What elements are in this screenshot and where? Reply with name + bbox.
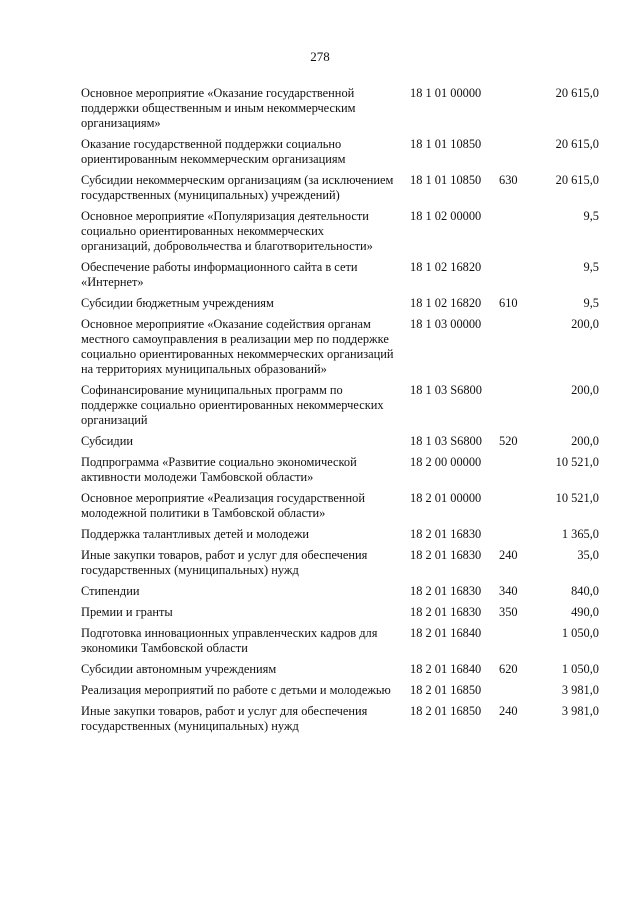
row-code: 18 1 03 S6800 bbox=[410, 383, 482, 397]
row-amount: 3 981,0 bbox=[561, 704, 599, 718]
row-code: 18 1 03 00000 bbox=[410, 317, 482, 331]
table-row bbox=[0, 434, 640, 449]
row-name: Субсидии бюджетным учреждениям bbox=[81, 296, 274, 310]
row-amount: 200,0 bbox=[571, 383, 599, 397]
row-kvr: 240 bbox=[499, 548, 518, 562]
row-name: Обеспечение работы информационного сайта в сети «Интернет» bbox=[81, 260, 358, 289]
row-code: 18 2 00 00000 bbox=[410, 455, 482, 469]
table-row bbox=[0, 455, 640, 485]
row-code: 18 2 01 16830 bbox=[410, 605, 482, 619]
row-name: Подготовка инновационных управленческих кадров для экономики Тамбовской области bbox=[81, 626, 378, 655]
row-code: 18 1 01 10850 bbox=[410, 137, 482, 151]
row-code: 18 2 01 16840 bbox=[410, 662, 482, 676]
row-kvr: 630 bbox=[499, 173, 518, 187]
row-code: 18 2 01 16840 bbox=[410, 626, 482, 640]
row-amount: 3 981,0 bbox=[561, 683, 599, 697]
row-name: Субсидии автономным учреждениям bbox=[81, 662, 277, 676]
row-code: 18 2 01 16850 bbox=[410, 704, 482, 718]
row-amount: 1 050,0 bbox=[561, 662, 599, 676]
table-row bbox=[0, 683, 640, 698]
row-name: Премии и гранты bbox=[81, 605, 173, 619]
table-row bbox=[0, 662, 640, 677]
row-amount: 200,0 bbox=[571, 434, 599, 448]
row-amount: 10 521,0 bbox=[555, 455, 599, 469]
row-amount: 9,5 bbox=[583, 296, 599, 310]
row-amount: 1 050,0 bbox=[561, 626, 599, 640]
row-amount: 1 365,0 bbox=[561, 527, 599, 541]
row-code: 18 2 01 16830 bbox=[410, 548, 482, 562]
row-name: Основное мероприятие «Оказание государственной поддержки общественным и иным некоммерческим организациям» bbox=[81, 86, 356, 130]
row-amount: 10 521,0 bbox=[555, 491, 599, 505]
table-row bbox=[0, 209, 640, 254]
row-amount: 20 615,0 bbox=[555, 173, 599, 187]
row-amount: 20 615,0 bbox=[555, 137, 599, 151]
budget-table bbox=[0, 86, 640, 740]
row-amount: 9,5 bbox=[583, 260, 599, 274]
row-code: 18 1 02 16820 bbox=[410, 296, 482, 310]
row-code: 18 1 02 00000 bbox=[410, 209, 482, 223]
row-amount: 9,5 bbox=[583, 209, 599, 223]
row-name: Поддержка талантливых детей и молодежи bbox=[81, 527, 310, 541]
row-kvr: 620 bbox=[499, 662, 518, 676]
row-name: Основное мероприятие «Популяризация деятельности социально ориентированных некоммерческих организаций, добровольчества и благотворительности» bbox=[81, 209, 373, 253]
table-row bbox=[0, 296, 640, 311]
row-kvr: 520 bbox=[499, 434, 518, 448]
table-row bbox=[0, 383, 640, 428]
row-name: Основное мероприятие «Реализация государственной молодежной политики в Тамбовской области» bbox=[81, 491, 365, 520]
row-name: Иные закупки товаров, работ и услуг для обеспечения государственных (муниципальных) нужд bbox=[81, 704, 368, 733]
row-name: Иные закупки товаров, работ и услуг для обеспечения государственных (муниципальных) нужд bbox=[81, 548, 368, 577]
table-row bbox=[0, 260, 640, 290]
row-amount: 490,0 bbox=[571, 605, 599, 619]
table-row bbox=[0, 317, 640, 377]
row-name: Подпрограмма «Развитие социально экономической активности молодежи Тамбовской области» bbox=[81, 455, 357, 484]
row-name: Реализация мероприятий по работе с детьми и молодежью bbox=[81, 683, 391, 697]
table-row bbox=[0, 548, 640, 578]
row-kvr: 340 bbox=[499, 584, 518, 598]
row-name: Субсидии некоммерческим организациям (за исключением государственных (муниципальных) учреждений) bbox=[81, 173, 394, 202]
row-amount: 840,0 bbox=[571, 584, 599, 598]
row-code: 18 2 01 00000 bbox=[410, 491, 482, 505]
page-number: 278 bbox=[310, 49, 330, 64]
row-name: Оказание государственной поддержки социально ориентированным некоммерческим организациям bbox=[81, 137, 346, 166]
table-row bbox=[0, 86, 640, 131]
row-amount: 20 615,0 bbox=[555, 86, 599, 100]
row-code: 18 1 01 10850 bbox=[410, 173, 482, 187]
row-code: 18 1 02 16820 bbox=[410, 260, 482, 274]
table-row bbox=[0, 137, 640, 167]
table-row bbox=[0, 704, 640, 734]
row-code: 18 2 01 16830 bbox=[410, 527, 482, 541]
table-row bbox=[0, 527, 640, 542]
row-name: Основное мероприятие «Оказание содействия органам местного самоуправления в реализации мер по поддержке социально ориентированных некоммерческих организаций на территориях муниципальных образований» bbox=[81, 317, 394, 376]
table-row bbox=[0, 584, 640, 599]
row-name: Софинансирование муниципальных программ по поддержке социально ориентированных некоммерческих организаций bbox=[81, 383, 384, 427]
row-kvr: 610 bbox=[499, 296, 518, 310]
table-row bbox=[0, 173, 640, 203]
row-code: 18 1 03 S6800 bbox=[410, 434, 482, 448]
row-name: Субсидии bbox=[81, 434, 133, 448]
row-amount: 35,0 bbox=[577, 548, 599, 562]
row-kvr: 350 bbox=[499, 605, 518, 619]
row-code: 18 2 01 16850 bbox=[410, 683, 482, 697]
row-name: Стипендии bbox=[81, 584, 140, 598]
table-row bbox=[0, 605, 640, 620]
row-kvr: 240 bbox=[499, 704, 518, 718]
row-code: 18 2 01 16830 bbox=[410, 584, 482, 598]
row-code: 18 1 01 00000 bbox=[410, 86, 482, 100]
table-row bbox=[0, 626, 640, 656]
row-amount: 200,0 bbox=[571, 317, 599, 331]
table-row bbox=[0, 491, 640, 521]
